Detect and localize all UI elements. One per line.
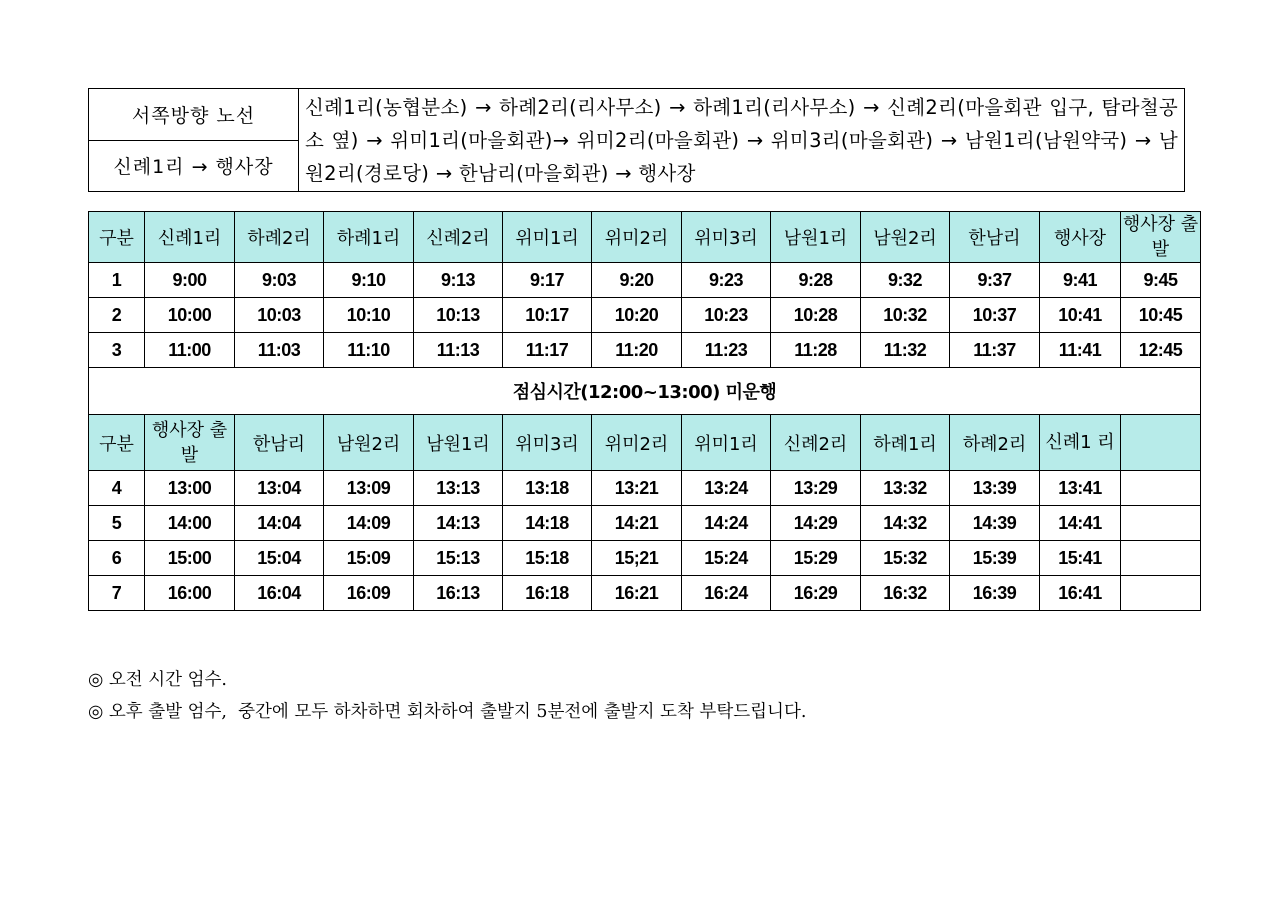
table-cell: 11:03 [235,333,324,368]
column-header: 남원1리 [414,415,503,471]
table-cell: 1 [89,263,145,298]
column-header: 행사장 출발 [145,415,235,471]
table-cell: 14:13 [414,506,503,541]
route-direction-label: 서쪽방향 노선 [89,89,298,141]
table-cell: 13:39 [950,471,1040,506]
table-cell: 13:18 [503,471,592,506]
column-header: 행사장 출발 [1121,212,1201,263]
column-header: 하례2리 [950,415,1040,471]
column-header: 위미2리 [592,212,682,263]
table-row [89,471,1201,506]
table-cell: 14:00 [145,506,235,541]
notes [88,664,806,728]
table-cell: 9:10 [324,263,414,298]
column-header: 남원1리 [771,212,861,263]
table-cell: 15:39 [950,541,1040,576]
table-cell: 10:32 [861,298,950,333]
note-morning: ◎ 오전 시간 엄수. [88,670,227,690]
table-cell: 15:18 [503,541,592,576]
column-header: 한남리 [950,212,1040,263]
lunch-section [89,368,1201,415]
route-info-box [88,88,1185,192]
afternoon-header-row [89,415,1201,471]
table-cell: 9:03 [235,263,324,298]
table-cell: 11:00 [145,333,235,368]
table-cell: 13:24 [682,471,771,506]
table-cell [1121,471,1201,506]
table-cell: 7 [89,576,145,611]
table-cell: 11:37 [950,333,1040,368]
table-cell: 9:45 [1121,263,1201,298]
column-header: 남원2리 [324,415,414,471]
route-range-label: 신례1리 → 행사장 [113,156,274,179]
table-cell: 14:04 [235,506,324,541]
column-header: 신례1 리 [1040,415,1121,471]
table-cell: 14:24 [682,506,771,541]
table-row [89,298,1201,333]
table-cell: 14:41 [1040,506,1121,541]
table-row [89,263,1201,298]
table-cell: 10:13 [414,298,503,333]
morning-section [89,212,1201,368]
table-cell: 16:13 [414,576,503,611]
column-header: 남원2리 [861,212,950,263]
table-row [89,576,1201,611]
table-cell: 10:28 [771,298,861,333]
column-header: 한남리 [235,415,324,471]
column-header: 구분 [89,212,145,263]
column-header: 위미3리 [503,415,592,471]
table-cell: 15;21 [592,541,682,576]
table-cell: 14:18 [503,506,592,541]
table-cell: 9:32 [861,263,950,298]
table-cell: 16:09 [324,576,414,611]
table-cell: 14:32 [861,506,950,541]
route-description: 신례1리(농협분소) → 하례2리(리사무소) → 하례1리(리사무소) → 신례2리(마을회관 입구, 탐라철공소 옆) → 위미1리(마을회관)→ 위미2리(마을회관) → 위미3리(마을회관) → 남원1리(남원약국) → 남원2리(경로당) → 한남리(마을회관) → 행사장 [305,96,1178,185]
route-label-column [89,89,299,191]
column-header: 구분 [89,415,145,471]
table-cell: 16:29 [771,576,861,611]
table-cell: 15:04 [235,541,324,576]
table-cell: 9:37 [950,263,1040,298]
table-cell: 11:32 [861,333,950,368]
table-cell: 4 [89,471,145,506]
column-header: 위미2리 [592,415,682,471]
table-cell: 9:28 [771,263,861,298]
table-cell: 13:29 [771,471,861,506]
table-cell: 16:18 [503,576,592,611]
table-cell: 11:28 [771,333,861,368]
table-row [89,333,1201,368]
table-cell: 13:09 [324,471,414,506]
table-cell: 11:23 [682,333,771,368]
table-cell: 14:09 [324,506,414,541]
table-cell: 10:10 [324,298,414,333]
table-cell: 16:04 [235,576,324,611]
table-cell: 10:45 [1121,298,1201,333]
table-cell: 15:09 [324,541,414,576]
table-cell: 14:21 [592,506,682,541]
column-header: 신례2리 [771,415,861,471]
column-header: 신례1리 [145,212,235,263]
note-afternoon: ◎ 오후 출발 엄수, 중간에 모두 하차하면 회차하여 출발지 5분전에 출발지 도착 부탁드립니다. [88,702,807,722]
column-header: 위미1리 [682,415,771,471]
table-cell: 16:41 [1040,576,1121,611]
table-cell: 10:03 [235,298,324,333]
table-cell: 16:21 [592,576,682,611]
table-cell: 10:17 [503,298,592,333]
table-cell: 9:20 [592,263,682,298]
column-header: 하례1리 [324,212,414,263]
table-cell [1121,576,1201,611]
table-cell: 15:32 [861,541,950,576]
table-cell: 11:13 [414,333,503,368]
column-header: 신례2리 [414,212,503,263]
column-header: 하례1리 [861,415,950,471]
table-cell: 13:00 [145,471,235,506]
table-cell [1121,506,1201,541]
table-cell: 6 [89,541,145,576]
morning-header-row [89,212,1201,263]
table-cell: 14:29 [771,506,861,541]
table-cell: 10:37 [950,298,1040,333]
table-row [89,541,1201,576]
table-cell: 5 [89,506,145,541]
column-header: 하례2리 [235,212,324,263]
table-cell: 3 [89,333,145,368]
table-cell: 15:41 [1040,541,1121,576]
table-cell: 16:00 [145,576,235,611]
table-cell: 10:41 [1040,298,1121,333]
lunch-row [89,368,1201,415]
column-header: 위미3리 [682,212,771,263]
table-cell: 12:45 [1121,333,1201,368]
table-cell: 15:24 [682,541,771,576]
table-cell: 13:13 [414,471,503,506]
table-cell: 10:00 [145,298,235,333]
table-cell: 10:23 [682,298,771,333]
column-header [1121,415,1201,471]
table-cell [1121,541,1201,576]
table-cell: 15:29 [771,541,861,576]
lunch-note: 점심시간(12:00~13:00) 미운행 [89,368,1201,415]
table-cell: 11:41 [1040,333,1121,368]
table-cell: 9:41 [1040,263,1121,298]
table-cell: 9:13 [414,263,503,298]
column-header: 위미1리 [503,212,592,263]
table-cell: 16:24 [682,576,771,611]
table-cell: 13:04 [235,471,324,506]
schedule-table [88,211,1201,611]
table-cell: 13:32 [861,471,950,506]
table-cell: 16:39 [950,576,1040,611]
table-cell: 13:21 [592,471,682,506]
table-cell: 16:32 [861,576,950,611]
table-cell: 11:10 [324,333,414,368]
afternoon-section [89,415,1201,611]
table-cell: 14:39 [950,506,1040,541]
table-row [89,506,1201,541]
table-cell: 2 [89,298,145,333]
table-cell: 13:41 [1040,471,1121,506]
table-cell: 9:23 [682,263,771,298]
table-cell: 9:00 [145,263,235,298]
column-header: 행사장 [1040,212,1121,263]
table-cell: 10:20 [592,298,682,333]
table-cell: 9:17 [503,263,592,298]
table-cell: 11:17 [503,333,592,368]
table-cell: 15:00 [145,541,235,576]
table-cell: 11:20 [592,333,682,368]
table-cell: 15:13 [414,541,503,576]
